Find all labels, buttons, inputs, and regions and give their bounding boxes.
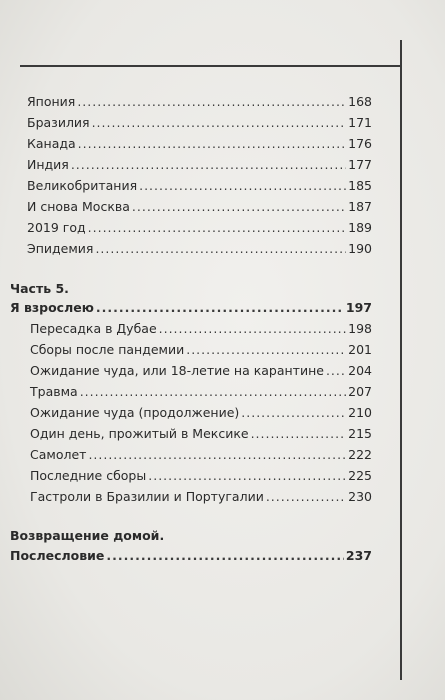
toc-entry	[27, 157, 372, 173]
part-title-entry	[10, 300, 372, 316]
toc-entry-title: Великобритания	[27, 178, 138, 193]
toc-entry-title: Индия	[27, 157, 69, 172]
toc-entry-page: 177	[348, 157, 372, 172]
toc-entry	[30, 426, 372, 442]
leader-dots	[326, 363, 346, 379]
toc-entry-page: 207	[348, 384, 372, 399]
toc-entry-page: 185	[348, 178, 372, 193]
leader-dots	[139, 178, 346, 194]
leader-dots	[251, 426, 347, 442]
leader-dots	[159, 321, 347, 337]
toc-entry-page: 225	[348, 468, 372, 483]
leader-dots	[148, 468, 346, 484]
toc-entry	[30, 405, 372, 421]
toc-entry-page: 198	[348, 321, 372, 336]
toc-entry-title: Пересадка в Дубае	[30, 321, 157, 336]
toc-entry-title: Я взрослею	[10, 300, 94, 315]
toc-entry-page: 197	[345, 300, 372, 315]
toc-entry-page: 201	[348, 342, 372, 357]
toc-entry-title: Послесловие	[10, 548, 105, 563]
toc-entry-page: 190	[348, 241, 372, 256]
toc-entry-page: 189	[348, 220, 372, 235]
leader-dots	[95, 241, 346, 257]
toc-entry	[30, 468, 372, 484]
toc-entry-title: Гастроли в Бразилии и Португалии	[30, 489, 264, 504]
toc-entry	[27, 94, 372, 110]
toc-entry-title: Ожидание чуда (продолжение)	[30, 405, 240, 420]
toc-entry-page: 210	[348, 405, 372, 420]
toc-entry-title: Эпидемия	[27, 241, 94, 256]
leader-dots	[132, 199, 346, 215]
leader-dots	[88, 447, 346, 463]
toc-entry	[27, 178, 372, 194]
leader-dots	[186, 342, 346, 358]
afterword-entry	[10, 548, 372, 564]
toc-entry-page: 176	[348, 136, 372, 151]
toc-entry-page: 204	[348, 363, 372, 378]
toc-entry-title: Самолет	[30, 447, 87, 462]
toc-entry-title: Япония	[27, 94, 76, 109]
leader-dots	[96, 300, 344, 316]
toc-entry	[30, 363, 372, 379]
toc-entry-title: Бразилия	[27, 115, 90, 130]
leader-dots	[266, 489, 346, 505]
toc-entry	[27, 115, 372, 131]
toc-entry	[27, 241, 372, 257]
leader-dots	[80, 384, 346, 400]
leader-dots	[88, 220, 346, 236]
toc-entry-page: 230	[348, 489, 372, 504]
toc-entry-title: Последние сборы	[30, 468, 147, 483]
toc-entry-page: 187	[348, 199, 372, 214]
toc-entry	[27, 136, 372, 152]
leader-dots	[71, 157, 346, 173]
toc-entry	[30, 342, 372, 358]
toc-entry-title: Сборы после пандемии	[30, 342, 185, 357]
toc-entry-page: 171	[348, 115, 372, 130]
toc-entry-page: 237	[345, 548, 372, 563]
toc-entry	[30, 321, 372, 337]
leader-dots	[77, 94, 346, 110]
toc-entry	[30, 447, 372, 463]
toc-entry	[30, 384, 372, 400]
leader-dots	[241, 405, 346, 421]
toc-entry-title: Ожидание чуда, или 18-летие на карантине	[30, 363, 324, 378]
toc-entry-page: 222	[348, 447, 372, 462]
leader-dots	[78, 136, 346, 152]
part-heading: Часть 5.	[10, 281, 69, 296]
return-home-heading: Возвращение домой.	[10, 528, 165, 543]
toc-entry-page: 215	[348, 426, 372, 441]
leader-dots	[106, 548, 344, 564]
toc-entry	[27, 199, 372, 215]
toc-entry-title: Канада	[27, 136, 76, 151]
toc-entry-page: 168	[348, 94, 372, 109]
toc-entry-title: Травма	[30, 384, 78, 399]
leader-dots	[92, 115, 347, 131]
toc-entry-title: И снова Москва	[27, 199, 130, 214]
toc-entry-title: Один день, прожитый в Мексике	[30, 426, 249, 441]
toc-entry-title: 2019 год	[27, 220, 86, 235]
toc-entry	[30, 489, 372, 505]
toc-entry	[27, 220, 372, 236]
